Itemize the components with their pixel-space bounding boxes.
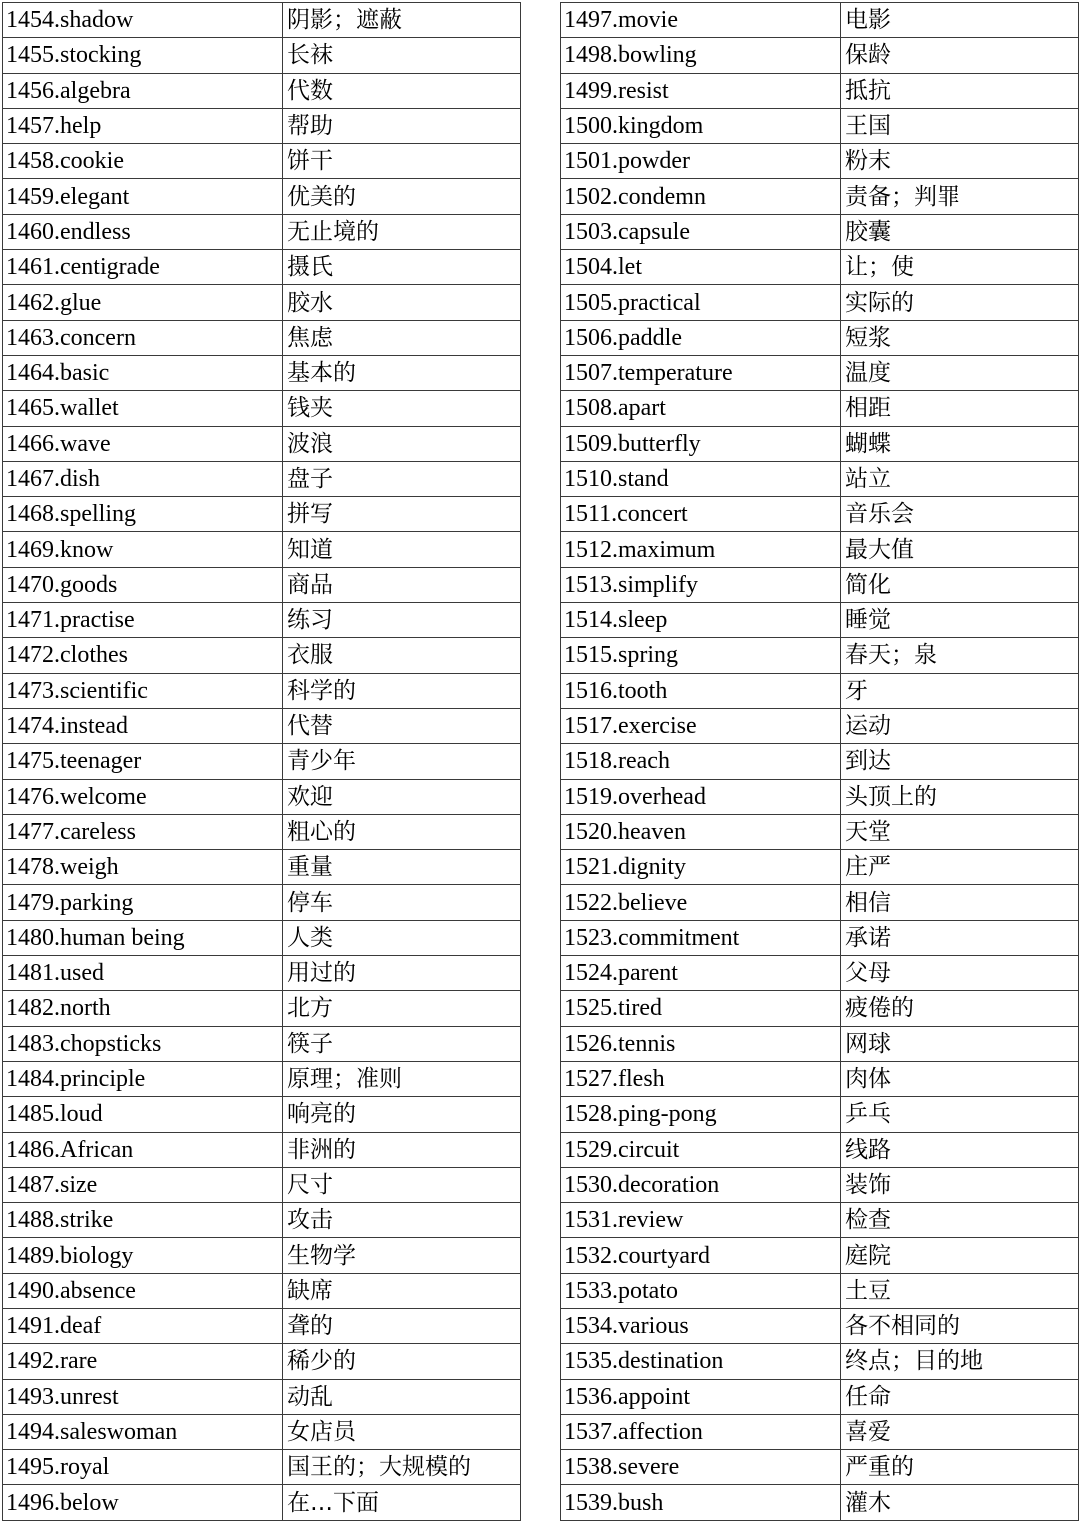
vocab-word: 1460.endless xyxy=(3,214,283,249)
vocab-row xyxy=(3,920,521,955)
vocab-meaning: 任命 xyxy=(841,1379,1079,1414)
vocab-meaning: 钱夹 xyxy=(283,391,521,426)
vocab-row xyxy=(3,73,521,108)
vocab-row xyxy=(561,320,1079,355)
vocab-meaning: 代数 xyxy=(283,73,521,108)
vocab-meaning: 严重的 xyxy=(841,1450,1079,1485)
vocab-row xyxy=(3,144,521,179)
vocab-word: 1497.movie xyxy=(561,3,841,38)
vocab-meaning: 科学的 xyxy=(283,673,521,708)
vocab-row xyxy=(3,603,521,638)
vocab-word: 1466.wave xyxy=(3,426,283,461)
vocab-row xyxy=(561,108,1079,143)
vocab-word: 1469.know xyxy=(3,532,283,567)
vocab-word: 1519.overhead xyxy=(561,779,841,814)
vocab-meaning: 灌木 xyxy=(841,1485,1079,1520)
vocab-meaning: 停车 xyxy=(283,885,521,920)
vocab-word: 1489.biology xyxy=(3,1238,283,1273)
vocab-row xyxy=(3,108,521,143)
vocab-meaning: 衣服 xyxy=(283,638,521,673)
vocab-meaning: 拼写 xyxy=(283,497,521,532)
vocab-word: 1481.used xyxy=(3,956,283,991)
vocab-meaning: 非洲的 xyxy=(283,1132,521,1167)
vocab-word: 1509.butterfly xyxy=(561,426,841,461)
vocab-word: 1479.parking xyxy=(3,885,283,920)
vocab-meaning: 盘子 xyxy=(283,461,521,496)
vocab-word: 1498.bowling xyxy=(561,38,841,73)
vocab-row xyxy=(561,179,1079,214)
vocab-row xyxy=(561,3,1079,38)
vocab-row xyxy=(561,38,1079,73)
vocab-meaning: 粉末 xyxy=(841,144,1079,179)
vocab-word: 1516.tooth xyxy=(561,673,841,708)
vocab-table-right-body xyxy=(561,3,1079,1521)
vocab-meaning: 站立 xyxy=(841,461,1079,496)
vocab-meaning: 原理；准则 xyxy=(283,1061,521,1096)
vocab-word: 1517.exercise xyxy=(561,708,841,743)
vocab-meaning: 北方 xyxy=(283,991,521,1026)
vocab-meaning: 肉体 xyxy=(841,1061,1079,1096)
vocab-meaning: 音乐会 xyxy=(841,497,1079,532)
vocab-meaning: 优美的 xyxy=(283,179,521,214)
vocab-meaning: 人类 xyxy=(283,920,521,955)
vocab-row xyxy=(3,1167,521,1202)
vocab-word: 1464.basic xyxy=(3,355,283,390)
vocab-word: 1488.strike xyxy=(3,1203,283,1238)
vocab-meaning: 温度 xyxy=(841,355,1079,390)
vocab-row xyxy=(3,1273,521,1308)
vocab-word: 1463.concern xyxy=(3,320,283,355)
vocab-meaning: 喜爱 xyxy=(841,1414,1079,1449)
vocab-meaning: 疲倦的 xyxy=(841,991,1079,1026)
vocab-word: 1457.help xyxy=(3,108,283,143)
vocab-meaning: 土豆 xyxy=(841,1273,1079,1308)
vocab-word: 1496.below xyxy=(3,1485,283,1520)
vocab-row xyxy=(561,956,1079,991)
vocab-row xyxy=(3,1026,521,1061)
vocab-meaning: 天堂 xyxy=(841,814,1079,849)
vocab-row xyxy=(3,885,521,920)
vocab-row xyxy=(561,1308,1079,1343)
vocab-row xyxy=(3,567,521,602)
vocab-word: 1456.algebra xyxy=(3,73,283,108)
vocab-row xyxy=(561,1026,1079,1061)
vocab-row xyxy=(561,920,1079,955)
vocab-word: 1506.paddle xyxy=(561,320,841,355)
vocab-word: 1461.centigrade xyxy=(3,250,283,285)
vocab-row xyxy=(3,1450,521,1485)
vocab-row xyxy=(3,1414,521,1449)
vocab-meaning: 各不相同的 xyxy=(841,1308,1079,1343)
vocab-row xyxy=(561,991,1079,1026)
vocab-row xyxy=(561,1379,1079,1414)
vocab-row xyxy=(561,1167,1079,1202)
vocab-word: 1526.tennis xyxy=(561,1026,841,1061)
vocab-word: 1491.deaf xyxy=(3,1308,283,1343)
vocab-word: 1522.believe xyxy=(561,885,841,920)
vocab-row xyxy=(561,426,1079,461)
vocab-row xyxy=(561,708,1079,743)
vocab-meaning: 粗心的 xyxy=(283,814,521,849)
vocab-word: 1467.dish xyxy=(3,461,283,496)
vocab-meaning: 承诺 xyxy=(841,920,1079,955)
vocab-meaning: 在…下面 xyxy=(283,1485,521,1520)
vocab-word: 1454.shadow xyxy=(3,3,283,38)
vocab-row xyxy=(3,850,521,885)
vocab-row xyxy=(561,744,1079,779)
vocab-meaning: 运动 xyxy=(841,708,1079,743)
vocab-meaning: 用过的 xyxy=(283,956,521,991)
vocab-meaning: 庄严 xyxy=(841,850,1079,885)
vocab-row xyxy=(561,214,1079,249)
vocab-meaning: 庭院 xyxy=(841,1238,1079,1273)
vocab-word: 1500.kingdom xyxy=(561,108,841,143)
vocab-row xyxy=(3,673,521,708)
vocab-meaning: 春天；泉 xyxy=(841,638,1079,673)
vocab-meaning: 饼干 xyxy=(283,144,521,179)
vocab-row xyxy=(3,1485,521,1520)
vocab-word: 1539.bush xyxy=(561,1485,841,1520)
vocab-row xyxy=(3,179,521,214)
vocab-row xyxy=(561,1450,1079,1485)
vocab-row xyxy=(3,1061,521,1096)
vocab-row xyxy=(561,1132,1079,1167)
vocab-row xyxy=(3,956,521,991)
vocab-word: 1529.circuit xyxy=(561,1132,841,1167)
vocab-word: 1482.north xyxy=(3,991,283,1026)
vocab-meaning: 最大值 xyxy=(841,532,1079,567)
vocab-meaning: 青少年 xyxy=(283,744,521,779)
vocab-word: 1514.sleep xyxy=(561,603,841,638)
vocab-meaning: 保龄 xyxy=(841,38,1079,73)
vocab-meaning: 相距 xyxy=(841,391,1079,426)
vocab-row xyxy=(561,1203,1079,1238)
vocab-word: 1536.appoint xyxy=(561,1379,841,1414)
vocab-meaning: 胶囊 xyxy=(841,214,1079,249)
vocab-word: 1534.various xyxy=(561,1308,841,1343)
vocab-word: 1507.temperature xyxy=(561,355,841,390)
vocab-row xyxy=(3,991,521,1026)
vocab-meaning: 让；使 xyxy=(841,250,1079,285)
vocab-row xyxy=(3,391,521,426)
vocab-meaning: 父母 xyxy=(841,956,1079,991)
vocab-word: 1525.tired xyxy=(561,991,841,1026)
vocab-row xyxy=(3,497,521,532)
vocab-meaning: 责备；判罪 xyxy=(841,179,1079,214)
vocab-meaning: 欢迎 xyxy=(283,779,521,814)
vocab-meaning: 尺寸 xyxy=(283,1167,521,1202)
vocab-meaning: 焦虑 xyxy=(283,320,521,355)
vocab-word: 1528.ping-pong xyxy=(561,1097,841,1132)
vocab-word: 1465.wallet xyxy=(3,391,283,426)
vocab-word: 1477.careless xyxy=(3,814,283,849)
vocab-word: 1494.saleswoman xyxy=(3,1414,283,1449)
vocab-row xyxy=(561,885,1079,920)
vocab-row xyxy=(3,1238,521,1273)
vocab-word: 1458.cookie xyxy=(3,144,283,179)
vocab-word: 1468.spelling xyxy=(3,497,283,532)
vocab-row xyxy=(561,355,1079,390)
vocab-word: 1535.destination xyxy=(561,1344,841,1379)
vocab-row xyxy=(3,214,521,249)
vocab-meaning: 国王的；大规模的 xyxy=(283,1450,521,1485)
vocab-meaning: 阴影；遮蔽 xyxy=(283,3,521,38)
vocab-table-left-body xyxy=(3,3,521,1521)
vocab-word: 1527.flesh xyxy=(561,1061,841,1096)
vocab-word: 1511.concert xyxy=(561,497,841,532)
vocab-row xyxy=(3,461,521,496)
vocab-row xyxy=(561,1344,1079,1379)
vocab-word: 1455.stocking xyxy=(3,38,283,73)
vocab-meaning: 基本的 xyxy=(283,355,521,390)
vocab-meaning: 长袜 xyxy=(283,38,521,73)
vocab-row xyxy=(561,532,1079,567)
vocab-meaning: 帮助 xyxy=(283,108,521,143)
vocab-word: 1474.instead xyxy=(3,708,283,743)
vocab-row xyxy=(3,285,521,320)
vocab-row xyxy=(3,779,521,814)
vocab-meaning: 线路 xyxy=(841,1132,1079,1167)
vocab-meaning: 实际的 xyxy=(841,285,1079,320)
vocab-word: 1480.human being xyxy=(3,920,283,955)
vocab-meaning: 聋的 xyxy=(283,1308,521,1343)
vocab-meaning: 终点；目的地 xyxy=(841,1344,1079,1379)
vocab-meaning: 商品 xyxy=(283,567,521,602)
vocab-word: 1483.chopsticks xyxy=(3,1026,283,1061)
vocab-word: 1523.commitment xyxy=(561,920,841,955)
vocab-row xyxy=(3,1379,521,1414)
vocab-meaning: 抵抗 xyxy=(841,73,1079,108)
vocab-meaning: 蝴蝶 xyxy=(841,426,1079,461)
vocab-row xyxy=(3,1308,521,1343)
vocab-row xyxy=(561,391,1079,426)
vocab-meaning: 电影 xyxy=(841,3,1079,38)
vocab-row xyxy=(3,320,521,355)
vocab-word: 1501.powder xyxy=(561,144,841,179)
vocab-row xyxy=(561,1273,1079,1308)
vocab-meaning: 相信 xyxy=(841,885,1079,920)
vocab-word: 1476.welcome xyxy=(3,779,283,814)
vocab-row xyxy=(561,285,1079,320)
vocab-row xyxy=(561,1485,1079,1520)
vocab-word: 1459.elegant xyxy=(3,179,283,214)
vocab-row xyxy=(561,1238,1079,1273)
vocab-row xyxy=(561,603,1079,638)
vocab-meaning: 波浪 xyxy=(283,426,521,461)
vocab-word: 1515.spring xyxy=(561,638,841,673)
vocab-word: 1473.scientific xyxy=(3,673,283,708)
vocab-row xyxy=(561,567,1079,602)
vocab-word: 1478.weigh xyxy=(3,850,283,885)
vocab-meaning: 筷子 xyxy=(283,1026,521,1061)
vocab-word: 1503.capsule xyxy=(561,214,841,249)
vocab-word: 1462.glue xyxy=(3,285,283,320)
vocab-row xyxy=(3,708,521,743)
vocab-meaning: 响亮的 xyxy=(283,1097,521,1132)
vocab-word: 1485.loud xyxy=(3,1097,283,1132)
vocab-word: 1475.teenager xyxy=(3,744,283,779)
vocab-meaning: 牙 xyxy=(841,673,1079,708)
vocab-meaning: 攻击 xyxy=(283,1203,521,1238)
vocab-row xyxy=(561,814,1079,849)
vocab-word: 1538.severe xyxy=(561,1450,841,1485)
vocab-row xyxy=(561,73,1079,108)
vocab-meaning: 摄氏 xyxy=(283,250,521,285)
vocab-row xyxy=(3,1344,521,1379)
vocab-meaning: 练习 xyxy=(283,603,521,638)
vocab-row xyxy=(561,1097,1079,1132)
vocab-row xyxy=(3,3,521,38)
vocab-word: 1524.parent xyxy=(561,956,841,991)
vocab-row xyxy=(561,638,1079,673)
vocab-word: 1520.heaven xyxy=(561,814,841,849)
vocab-row xyxy=(561,673,1079,708)
vocab-word: 1531.review xyxy=(561,1203,841,1238)
vocab-row xyxy=(3,532,521,567)
vocab-word: 1505.practical xyxy=(561,285,841,320)
vocab-word: 1499.resist xyxy=(561,73,841,108)
vocab-meaning: 动乱 xyxy=(283,1379,521,1414)
vocab-word: 1508.apart xyxy=(561,391,841,426)
vocab-row xyxy=(3,250,521,285)
vocab-meaning: 简化 xyxy=(841,567,1079,602)
vocab-word: 1487.size xyxy=(3,1167,283,1202)
vocab-row xyxy=(3,744,521,779)
vocab-row xyxy=(3,1097,521,1132)
vocab-meaning: 女店员 xyxy=(283,1414,521,1449)
vocab-row xyxy=(3,638,521,673)
vocab-word: 1532.courtyard xyxy=(561,1238,841,1273)
vocab-meaning: 重量 xyxy=(283,850,521,885)
vocab-meaning: 代替 xyxy=(283,708,521,743)
vocab-row xyxy=(3,38,521,73)
vocab-word: 1504.let xyxy=(561,250,841,285)
vocab-meaning: 缺席 xyxy=(283,1273,521,1308)
vocab-word: 1533.potato xyxy=(561,1273,841,1308)
vocab-meaning: 胶水 xyxy=(283,285,521,320)
vocab-meaning: 知道 xyxy=(283,532,521,567)
vocab-word: 1471.practise xyxy=(3,603,283,638)
vocab-word: 1521.dignity xyxy=(561,850,841,885)
vocab-row xyxy=(561,144,1079,179)
vocab-row xyxy=(561,461,1079,496)
vocab-word: 1492.rare xyxy=(3,1344,283,1379)
vocab-row xyxy=(561,1414,1079,1449)
vocab-table-right xyxy=(560,2,1079,1521)
vocab-row xyxy=(561,1061,1079,1096)
vocab-meaning: 睡觉 xyxy=(841,603,1079,638)
vocab-row xyxy=(561,250,1079,285)
vocab-meaning: 稀少的 xyxy=(283,1344,521,1379)
vocab-meaning: 王国 xyxy=(841,108,1079,143)
vocab-meaning: 生物学 xyxy=(283,1238,521,1273)
vocab-row xyxy=(3,814,521,849)
vocab-word: 1518.reach xyxy=(561,744,841,779)
vocab-row xyxy=(3,1132,521,1167)
vocab-table-left xyxy=(2,2,521,1521)
vocab-meaning: 头顶上的 xyxy=(841,779,1079,814)
vocab-word: 1486.African xyxy=(3,1132,283,1167)
vocab-row xyxy=(561,779,1079,814)
vocab-row xyxy=(561,850,1079,885)
vocab-word: 1495.royal xyxy=(3,1450,283,1485)
vocab-meaning: 网球 xyxy=(841,1026,1079,1061)
vocab-word: 1513.simplify xyxy=(561,567,841,602)
vocab-row xyxy=(3,355,521,390)
vocab-meaning: 检查 xyxy=(841,1203,1079,1238)
vocab-word: 1484.principle xyxy=(3,1061,283,1096)
vocab-word: 1502.condemn xyxy=(561,179,841,214)
vocab-meaning: 乒乓 xyxy=(841,1097,1079,1132)
vocab-meaning: 装饰 xyxy=(841,1167,1079,1202)
vocab-word: 1490.absence xyxy=(3,1273,283,1308)
vocab-word: 1512.maximum xyxy=(561,532,841,567)
vocab-meaning: 短浆 xyxy=(841,320,1079,355)
vocab-meaning: 到达 xyxy=(841,744,1079,779)
vocab-row xyxy=(3,1203,521,1238)
vocab-word: 1472.clothes xyxy=(3,638,283,673)
vocab-word: 1537.affection xyxy=(561,1414,841,1449)
vocab-word: 1470.goods xyxy=(3,567,283,602)
vocab-row xyxy=(3,426,521,461)
vocab-word: 1493.unrest xyxy=(3,1379,283,1414)
vocab-meaning: 无止境的 xyxy=(283,214,521,249)
vocab-word: 1530.decoration xyxy=(561,1167,841,1202)
vocab-row xyxy=(561,497,1079,532)
vocab-word: 1510.stand xyxy=(561,461,841,496)
